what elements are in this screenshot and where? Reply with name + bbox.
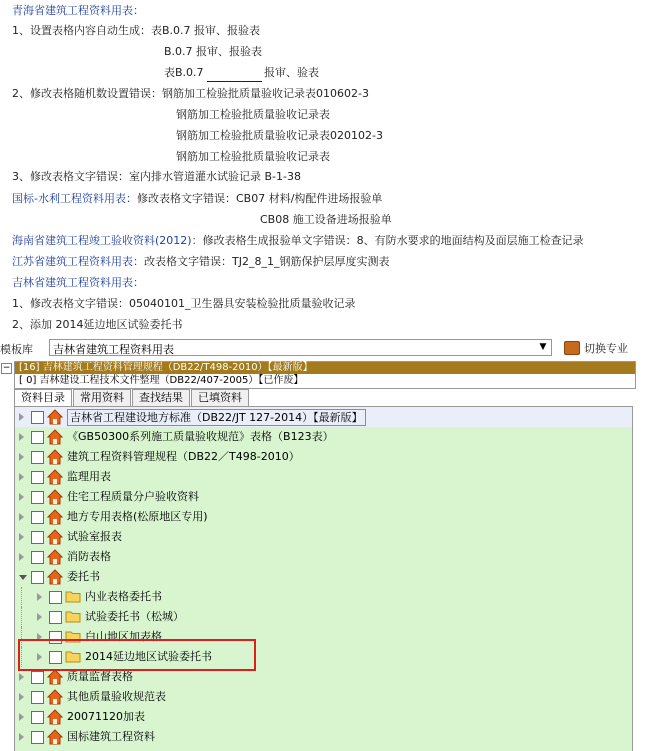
tree-checkbox[interactable] [31, 431, 44, 444]
template-library-bar [0, 338, 654, 360]
house-icon [47, 429, 63, 445]
tree-guide [21, 587, 22, 607]
standards-list [2, 361, 636, 389]
tree-row[interactable] [15, 527, 633, 547]
standard-obsolete[interactable]: [ 0] 吉林建设工程技术文件整理（DB22/407-2005）【已作废】 [19, 375, 304, 386]
tree-label[interactable]: 建筑工程资料管理规程（DB22／T498-2010） [67, 450, 300, 463]
tree-row[interactable] [15, 407, 633, 427]
tree-guide [21, 607, 22, 627]
tree-label[interactable]: 吉林省工程建设地方标准（DB22/JT 127-2014）【最新版】 [67, 409, 366, 426]
collapsed-arrow-icon[interactable] [19, 533, 24, 541]
switch-specialty-label: 切换专业 [584, 342, 628, 355]
tree-label[interactable]: 20071120加表 [67, 710, 145, 723]
tree-label[interactable]: 白山地区加表格 [85, 630, 162, 643]
tree-label[interactable]: 质量监督表格 [67, 670, 133, 683]
tree-checkbox[interactable] [31, 711, 44, 724]
folder-icon [65, 650, 81, 663]
tree-row[interactable] [15, 547, 633, 567]
tree-label[interactable]: 地方专用表格(松原地区专用) [67, 510, 208, 523]
tree-row[interactable] [15, 707, 633, 727]
note-text: 2、添加 2014延边地区试验委托书 [12, 318, 183, 331]
collapsed-arrow-icon[interactable] [19, 513, 24, 521]
note-text: 1、修改表格文字错误：05040101_卫生器具安装检验批质量验收记录 [12, 297, 356, 310]
collapsed-arrow-icon[interactable] [37, 653, 42, 661]
note-line [12, 232, 584, 250]
tree-label[interactable]: 试验委托书（松城） [85, 610, 184, 623]
tab-filled[interactable]: 已填资料 [191, 389, 249, 406]
tree-row[interactable] [15, 607, 633, 627]
expanded-arrow-icon[interactable] [19, 575, 27, 580]
tree-checkbox[interactable] [31, 531, 44, 544]
note-text: 修改表格文字错误：CB07 材料/构配件进场报验单 [136, 192, 383, 205]
collapsed-arrow-icon[interactable] [19, 553, 24, 561]
note-line [260, 211, 392, 229]
standard-current[interactable]: [16] 吉林建筑工程资料管理规程（DB22/T498-2010）【最新版】 [15, 362, 635, 374]
template-library-value: 吉林省建筑工程资料用表 [53, 343, 174, 356]
note-text: 钢筋加工检验批质量验收记录表020102-3 [176, 129, 383, 142]
note-text: 1、设置表格内容自动生成：表B.0.7 报审、报验表 [12, 24, 261, 37]
note-text: 吉林省建筑工程资料用表： [12, 276, 144, 289]
note-line [12, 295, 356, 313]
tree-row[interactable] [15, 447, 633, 467]
tree-label[interactable]: 住宅工程质量分户验收资料 [67, 490, 199, 503]
note-line [12, 22, 260, 40]
folder-icon [65, 630, 81, 643]
tree-label[interactable]: 《GB50300系列施工质量验收规范》表格（B123表） [67, 430, 334, 443]
note-text: B.0.7 报审、报验表 [164, 45, 263, 58]
note-line [176, 148, 330, 166]
template-library-select[interactable] [49, 339, 552, 356]
house-icon [47, 669, 63, 685]
note-text: 钢筋加工检验批质量验收记录表 [176, 150, 330, 163]
collapsed-arrow-icon[interactable] [19, 673, 24, 681]
tree-row[interactable] [15, 587, 633, 607]
tree-checkbox[interactable] [31, 451, 44, 464]
tree-checkbox[interactable] [31, 491, 44, 504]
note-text: CB08 施工设备进场报验单 [260, 213, 392, 226]
tree-label[interactable]: 消防表格 [67, 550, 111, 563]
note-line [164, 43, 262, 61]
template-library-label: 模板库 [0, 343, 33, 356]
note-text: 3、修改表格文字错误：室内排水管道灌水试验记录 B-1-38 [12, 170, 301, 183]
tree-label[interactable]: 内业表格委托书 [85, 590, 162, 603]
tree-row[interactable] [15, 627, 633, 647]
tree-row[interactable] [15, 727, 633, 747]
tree-checkbox[interactable] [31, 471, 44, 484]
folder-icon [65, 590, 81, 603]
catalog-tree [14, 406, 633, 751]
collapsed-arrow-icon[interactable] [37, 633, 42, 641]
tree-checkbox[interactable] [31, 571, 44, 584]
tree-checkbox[interactable] [49, 651, 62, 664]
blank-underline [207, 71, 262, 82]
note-text: 国标-水利工程资料用表： [12, 192, 137, 205]
collapsed-arrow-icon[interactable] [19, 473, 24, 481]
collapsed-arrow-icon[interactable] [19, 693, 24, 701]
collapse-toggle[interactable]: − [2, 363, 11, 373]
note-text: 江苏省建筑工程资料用表： [12, 255, 144, 268]
tree-label[interactable]: 其他质量验收规范表 [67, 690, 166, 703]
house-icon [47, 409, 63, 425]
house-icon [47, 729, 63, 745]
tree-guide [21, 627, 22, 647]
chevron-down-icon[interactable]: ▼ [535, 340, 551, 355]
tree-checkbox[interactable] [31, 691, 44, 704]
collapsed-arrow-icon[interactable] [19, 733, 24, 741]
tree-checkbox[interactable] [49, 631, 62, 644]
tree-checkbox[interactable] [49, 591, 62, 604]
folder-icon [65, 610, 81, 623]
note-line [12, 190, 382, 208]
house-icon [47, 709, 63, 725]
collapsed-arrow-icon[interactable] [19, 453, 24, 461]
tree-checkbox[interactable] [49, 611, 62, 624]
collapsed-arrow-icon[interactable] [37, 593, 42, 601]
collapsed-arrow-icon[interactable] [37, 613, 42, 621]
tree-row[interactable] [15, 687, 633, 707]
tree-row[interactable] [15, 487, 633, 507]
tree-row[interactable] [15, 507, 633, 527]
tree-checkbox[interactable] [31, 411, 44, 424]
tree-checkbox[interactable] [31, 551, 44, 564]
tree-checkbox[interactable] [31, 511, 44, 524]
tree-checkbox[interactable] [31, 671, 44, 684]
note-text: 修改表格生成报验单文字错误：8、有防水要求的地面结构及面层施工检查记录 [202, 234, 584, 247]
note-text: 改表格文字错误：TJ2_8_1_钢筋保护层厚度实测表 [144, 255, 390, 268]
tree-label[interactable]: 2014延边地区试验委托书 [85, 650, 212, 663]
collapsed-arrow-icon[interactable] [19, 713, 24, 721]
house-icon [47, 489, 63, 505]
briefcase-icon [564, 341, 580, 355]
house-icon [47, 509, 63, 525]
note-line [12, 253, 389, 271]
note-text: 青海省建筑工程资料用表： [12, 4, 144, 17]
tree-label[interactable]: 委托书 [67, 570, 100, 583]
tree-label[interactable]: 国标建筑工程资料 [67, 730, 155, 743]
note-line [176, 106, 330, 124]
tree-row[interactable] [15, 467, 633, 487]
collapsed-arrow-icon[interactable] [19, 493, 24, 501]
note-text: 海南省建筑工程竣工验收资料(2012)： [12, 234, 203, 247]
note-line [12, 168, 301, 186]
collapsed-arrow-icon[interactable] [19, 433, 24, 441]
tree-row[interactable] [15, 567, 633, 587]
note-line [164, 64, 319, 82]
note-text: 钢筋加工检验批质量验收记录表 [176, 108, 330, 121]
tree-guide [21, 647, 22, 667]
note-line [12, 85, 369, 103]
tree-checkbox[interactable] [31, 731, 44, 744]
house-icon [47, 469, 63, 485]
tree-label[interactable]: 监理用表 [67, 470, 111, 483]
switch-specialty-button[interactable] [564, 339, 628, 357]
tab-common[interactable]: 常用资料 [73, 389, 131, 406]
house-icon [47, 449, 63, 465]
tree-label[interactable]: 试验室报表 [67, 530, 122, 543]
release-notes [0, 0, 654, 337]
note-text: 表B.0.7 [164, 66, 208, 79]
tab-bar [14, 389, 250, 406]
tree-row[interactable] [15, 667, 633, 687]
tab-catalog[interactable]: 资料目录 [14, 389, 72, 406]
note-line [12, 316, 183, 334]
note-line [176, 127, 383, 145]
tree-row[interactable] [15, 647, 633, 667]
tree-row[interactable] [15, 427, 633, 447]
house-icon [47, 689, 63, 705]
note-line [12, 274, 144, 292]
note-text: 2、修改表格随机数设置错误：钢筋加工检验批质量验收记录表010602-3 [12, 87, 369, 100]
house-icon [47, 549, 63, 565]
tab-search-results[interactable]: 查找结果 [132, 389, 190, 406]
house-icon [47, 569, 63, 585]
note-text: 报审、验表 [264, 66, 320, 79]
note-line [12, 2, 144, 20]
house-icon [47, 529, 63, 545]
collapsed-arrow-icon[interactable] [19, 413, 24, 421]
